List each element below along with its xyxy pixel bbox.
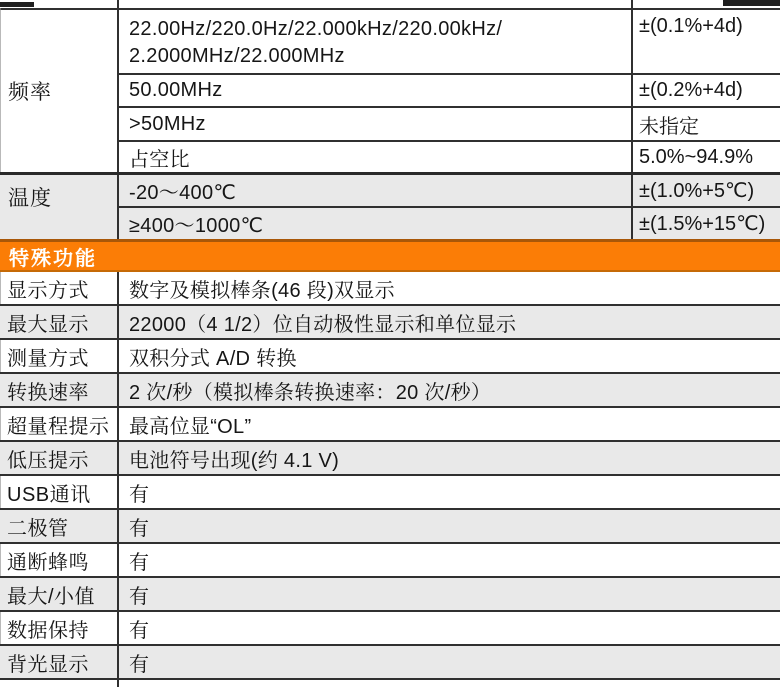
frequency-row-1: [119, 10, 780, 75]
frequency-row-3: [119, 108, 780, 142]
cropped-row-remnant-left: [0, 2, 34, 7]
frequency-row-2: [119, 75, 780, 108]
feature-value: 有: [129, 653, 150, 676]
cropped-row-remnant-right: [723, 0, 780, 6]
feature-label: 超量程提示: [0, 408, 119, 440]
column-divider-stub-top-2: [631, 0, 633, 8]
column-divider-stub-bottom: [117, 680, 119, 687]
accuracy-cell: ±(0.2%+4d): [631, 75, 780, 106]
range-line-2: 2.2000MHz/22.000MHz: [129, 45, 345, 67]
special-functions-title: 特殊功能: [9, 247, 97, 270]
temperature-label: 温度: [8, 187, 52, 210]
feature-label: 测量方式: [0, 340, 119, 372]
feature-row-max-display: [0, 306, 780, 340]
feature-row-overrange: [0, 408, 780, 442]
feature-label: 最大显示: [0, 306, 119, 338]
feature-value: 有: [129, 585, 150, 608]
feature-row-usb: [0, 476, 780, 510]
feature-row-display-mode: [0, 272, 780, 306]
feature-value: 电池符号出现(约 4.1 V): [129, 449, 340, 472]
accuracy-cell: ±(1.5%+15℃): [631, 208, 780, 239]
feature-row-backlight: [0, 646, 780, 680]
feature-value: 2 次/秒（模拟棒条转换速率：20 次/秒）: [129, 381, 492, 404]
frequency-label: 频率: [8, 81, 52, 104]
feature-value: 有: [129, 483, 150, 506]
feature-row-continuity: [0, 544, 780, 578]
feature-label: 最大/小值: [0, 578, 119, 610]
feature-value: 双积分式 A/D 转换: [129, 347, 297, 370]
row-header-temperature: [0, 175, 119, 239]
feature-value: 最高位显“OL”: [129, 415, 252, 438]
accuracy-cell: 未指定: [631, 108, 780, 140]
accuracy-cell: ±(1.0%+5℃): [631, 175, 780, 206]
range-cell: >50MHz: [129, 112, 206, 135]
feature-row-data-hold: [0, 612, 780, 646]
range-cell: -20～400℃: [129, 182, 237, 204]
feature-label: 通断蜂鸣: [0, 544, 119, 576]
range-line-1: 22.00Hz/220.0Hz/22.000kHz/220.00kHz/: [129, 18, 503, 40]
feature-value: 有: [129, 517, 150, 540]
feature-value: 有: [129, 551, 150, 574]
column-divider-stub-top-1: [117, 0, 119, 8]
feature-row-conversion-rate: [0, 374, 780, 408]
feature-row-low-battery: [0, 442, 780, 476]
feature-label: USB通讯: [0, 476, 119, 508]
feature-row-diode: [0, 510, 780, 544]
feature-label: 背光显示: [0, 646, 119, 678]
range-cell: 占空比: [129, 148, 190, 171]
accuracy-cell: 5.0%~94.9%: [631, 142, 780, 172]
frequency-row-4: [119, 142, 780, 172]
feature-value: 22000（4 1/2）位自动极性显示和单位显示: [129, 313, 517, 336]
range-cell: [119, 10, 631, 73]
feature-label: 二极管: [0, 510, 119, 542]
row-header-frequency: [0, 10, 119, 172]
temperature-row-2: [119, 208, 780, 239]
feature-value: 有: [129, 619, 150, 642]
special-functions-header: [0, 239, 780, 272]
range-cell: 50.00MHz: [129, 79, 223, 101]
feature-row-measure-method: [0, 340, 780, 374]
temperature-row-1: [119, 175, 780, 208]
accuracy-cell: ±(0.1%+4d): [631, 10, 780, 73]
feature-label: 低压提示: [0, 442, 119, 474]
feature-value: 数字及模拟棒条(46 段)双显示: [129, 279, 395, 302]
feature-row-max-min: [0, 578, 780, 612]
range-cell: ≥400～1000℃: [129, 215, 264, 237]
feature-label: 转换速率: [0, 374, 119, 406]
feature-label: 数据保持: [0, 612, 119, 644]
feature-label: 显示方式: [0, 272, 119, 304]
